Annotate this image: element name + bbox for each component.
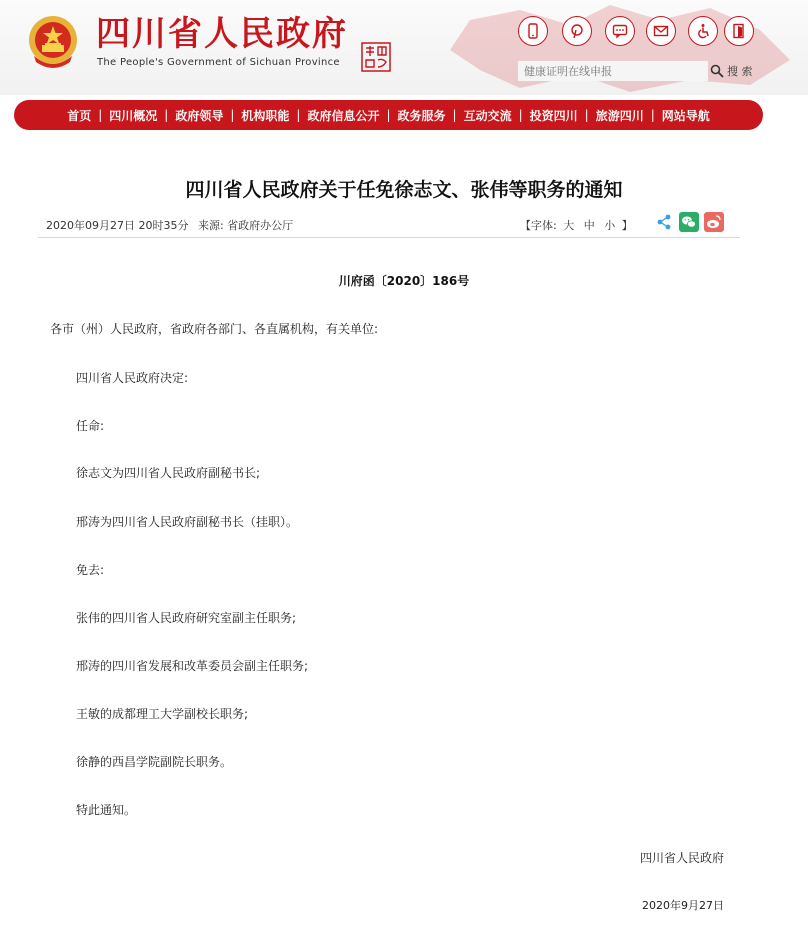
article-title: 四川省人民政府关于任免徐志文、张伟等职务的通知 [185,179,623,201]
nav-separator: | [230,108,235,122]
body-paragraph: 任命: [76,419,105,433]
site-subtitle: The People's Government of Sichuan Province [97,57,340,68]
nav-separator: | [98,108,103,122]
nav-separator: | [296,108,301,122]
font-size-close: 】 [621,219,633,232]
national-emblem-icon [26,14,80,70]
nav-item-leaders[interactable]: 政府领导 [175,108,224,123]
exit-icon[interactable] [724,16,754,46]
nav-item-functions[interactable]: 机构职能 [241,108,290,123]
nav-item-tourism[interactable]: 旅游四川 [595,108,644,123]
seal-logo [361,42,391,72]
font-size-large-button[interactable]: 大 [563,219,575,232]
nav-separator: | [164,108,169,122]
nav-item-invest[interactable]: 投资四川 [529,108,578,123]
nav-item-info-disclosure[interactable]: 政府信息公开 [307,108,380,123]
nav-item-services[interactable]: 政务服务 [397,108,446,123]
nav-separator: | [650,108,655,122]
nav-item-home[interactable]: 首页 [67,108,92,123]
mail-icon[interactable] [646,16,676,46]
share-icon[interactable] [654,212,674,232]
article-meta [46,217,299,233]
nav-separator: | [518,108,523,122]
body-paragraph: 四川省人民政府决定: [76,371,189,385]
site-title[interactable]: 四川省人民政府 [96,14,348,54]
meta-divider [38,237,740,238]
publish-date: 2020年09月27日 20时35分 [46,219,189,232]
nav-item-overview[interactable]: 四川概况 [109,108,158,123]
salutation: 各市（州）人民政府，省政府各部门、各直属机构，有关单位: [50,322,379,336]
font-size-switcher [520,217,633,233]
pinterest-icon[interactable] [562,16,592,46]
signature: 四川省人民政府 [639,851,724,865]
chat-icon[interactable] [605,16,635,46]
body-paragraph: 张伟的四川省人民政府研究室副主任职务; [76,611,297,625]
wechat-icon[interactable] [679,212,699,232]
nav-item-interaction[interactable]: 互动交流 [463,108,512,123]
nav-separator: | [452,108,457,122]
search-icon [710,64,724,78]
document-number: 川府函〔2020〕186号 [338,274,470,288]
article-source: 来源: 省政府办公厅 [197,219,294,232]
nav-separator: | [584,108,589,122]
body-paragraph: 邢涛的四川省发展和改革委员会副主任职务; [76,659,309,673]
search-button[interactable] [710,61,760,81]
font-size-label: 【字体: [520,219,557,232]
signature-date: 2020年9月27日 [642,899,724,912]
search-button-label: 搜 索 [727,65,753,78]
body-paragraph: 邢涛为四川省人民政府副秘书长（挂职）。 [76,515,299,529]
body-paragraph: 徐静的西昌学院副院长职务。 [76,755,233,769]
search-input[interactable] [518,61,708,81]
body-paragraph: 特此通知。 [76,803,137,817]
nav-item-sitemap[interactable]: 网站导航 [661,108,710,123]
accessibility-icon[interactable] [688,16,718,46]
body-paragraph: 王敏的成都理工大学副校长职务; [76,707,249,721]
weibo-icon[interactable] [704,212,724,232]
font-size-small-button[interactable]: 小 [604,219,616,232]
site-header [0,0,808,95]
mobile-icon[interactable] [518,16,548,46]
nav-separator: | [386,108,391,122]
font-size-medium-button[interactable]: 中 [583,219,595,232]
main-nav [14,100,763,130]
body-paragraph: 徐志文为四川省人民政府副秘书长; [76,466,261,480]
body-paragraph: 免去: [76,563,105,577]
